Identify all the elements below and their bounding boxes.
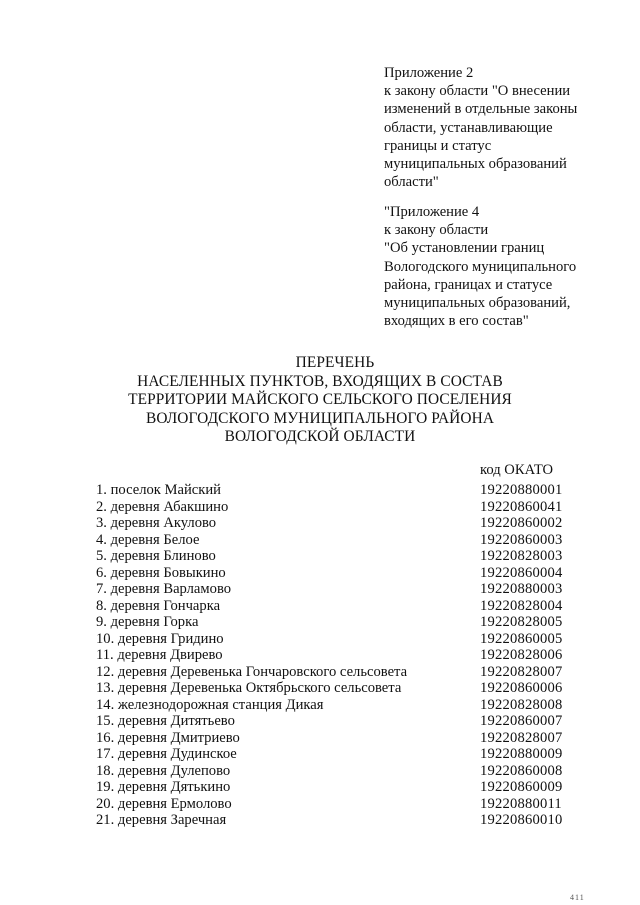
list-item	[96, 697, 566, 714]
list-item	[96, 515, 566, 532]
settlement-name: 20. деревня Ермолово	[96, 795, 232, 812]
okato-code: 19220860002	[480, 515, 563, 531]
list-item	[96, 647, 566, 664]
settlement-name: 9. деревня Горка	[96, 614, 199, 630]
title-line: ПЕРЕЧЕНЬ	[295, 354, 375, 371]
okato-code: 19220860004	[480, 564, 563, 581]
settlement-name: 18. деревня Дулепово	[96, 762, 231, 779]
settlement-name: 10. деревня Гридино	[96, 630, 224, 647]
okato-code: 19220880011	[480, 795, 562, 812]
settlement-name: 15. деревня Дитятьево	[96, 713, 235, 729]
annex-line: входящих в его состав"	[384, 313, 529, 330]
list-item	[96, 713, 566, 730]
okato-code: 19220828005	[480, 614, 563, 630]
list-item	[96, 730, 566, 747]
list-item	[96, 482, 566, 499]
okato-column-header: код ОКАТО	[480, 462, 554, 478]
okato-code: 19220860006	[480, 680, 563, 696]
annex-line: границы и статус	[384, 137, 492, 154]
okato-code: 19220828004	[480, 597, 563, 614]
title-line: ВОЛОГОДСКОГО МУНИЦИПАЛЬНОГО РАЙОНА	[145, 409, 495, 427]
title-line: НАСЕЛЕННЫХ ПУНКТОВ, ВХОДЯЩИХ В СОСТАВ	[137, 372, 503, 390]
okato-code: 19220828007	[480, 729, 563, 746]
okato-code: 19220828006	[480, 647, 563, 663]
okato-code: 19220828008	[480, 696, 563, 713]
okato-code: 19220860003	[480, 531, 563, 548]
list-item	[96, 763, 566, 780]
okato-code: 19220828007	[480, 663, 563, 680]
page-number: 411	[570, 893, 585, 902]
okato-code: 19220860041	[480, 498, 563, 515]
list-item	[96, 680, 566, 697]
settlement-name: 21. деревня Заречная	[96, 812, 227, 828]
annex-line: к закону области "О внесении	[384, 83, 571, 100]
list-item	[96, 746, 566, 763]
list-item	[96, 614, 566, 631]
settlement-name: 13. деревня Деревенька Октябрьского сельсовета	[96, 680, 402, 696]
settlement-name: 14. железнодорожная станция Дикая	[96, 696, 324, 713]
list-item	[96, 631, 566, 648]
settlement-name: 7. деревня Варламово	[96, 581, 232, 597]
settlement-name: 8. деревня Гончарка	[96, 597, 221, 614]
list-item	[96, 565, 566, 582]
okato-code: 19220828003	[480, 548, 563, 564]
list-item	[96, 532, 566, 549]
list-item	[96, 581, 566, 598]
okato-code: 19220880003	[480, 581, 563, 597]
settlement-name: 12. деревня Деревенька Гончаровского сельсовета	[96, 663, 408, 680]
okato-code: 19220880009	[480, 746, 563, 762]
title-line: ВОЛОГОДСКОЙ ОБЛАСТИ	[224, 428, 416, 446]
settlement-name: 17. деревня Дудинское	[96, 746, 237, 762]
list-item	[96, 812, 566, 829]
list-item	[96, 499, 566, 516]
list-item	[96, 664, 566, 681]
list-item	[96, 779, 566, 796]
okato-code: 19220860010	[480, 812, 563, 828]
annex-line: к закону области	[384, 222, 489, 239]
annex-line: "Об установлении границ	[384, 240, 545, 257]
list-item	[96, 796, 566, 813]
annex-line: "Приложение 4	[384, 204, 480, 220]
title-line: ТЕРРИТОРИИ МАЙСКОГО СЕЛЬСКОГО ПОСЕЛЕНИЯ	[128, 391, 512, 409]
annex-4-reference-block	[384, 203, 576, 330]
settlement-name: 2. деревня Абакшино	[96, 498, 229, 515]
settlement-name: 5. деревня Блиново	[96, 548, 216, 564]
annex-line: муниципальных образований,	[384, 295, 571, 312]
settlement-name: 11. деревня Двирево	[96, 647, 223, 663]
annex-line: Вологодского муниципального	[384, 258, 577, 275]
settlement-name: 19. деревня Дятькино	[96, 779, 231, 795]
settlement-name: 16. деревня Дмитриево	[96, 729, 240, 746]
annex-line: Приложение 2	[384, 65, 474, 81]
annex-line: муниципальных образований	[384, 156, 567, 173]
annex-line: изменений в отдельные законы	[384, 101, 578, 118]
annex-line: района, границах и статусе	[384, 276, 553, 293]
okato-code: 19220860005	[480, 630, 563, 647]
okato-code: 19220860008	[480, 762, 563, 779]
settlement-name: 6. деревня Бовыкино	[96, 564, 226, 581]
settlement-list	[96, 482, 566, 829]
okato-code: 19220860007	[480, 713, 563, 729]
document-title	[0, 354, 640, 447]
okato-code: 19220860009	[480, 779, 563, 795]
annex-line: области"	[384, 174, 439, 191]
okato-code: 19220880001	[480, 482, 563, 498]
list-item	[96, 548, 566, 565]
settlement-name: 3. деревня Акулово	[96, 515, 217, 531]
annex-2-reference-block	[384, 64, 577, 191]
list-item	[96, 598, 566, 615]
annex-line: области, устанавливающие	[384, 119, 553, 136]
settlement-name: 4. деревня Белое	[96, 531, 200, 548]
settlement-name: 1. поселок Майский	[96, 482, 221, 498]
